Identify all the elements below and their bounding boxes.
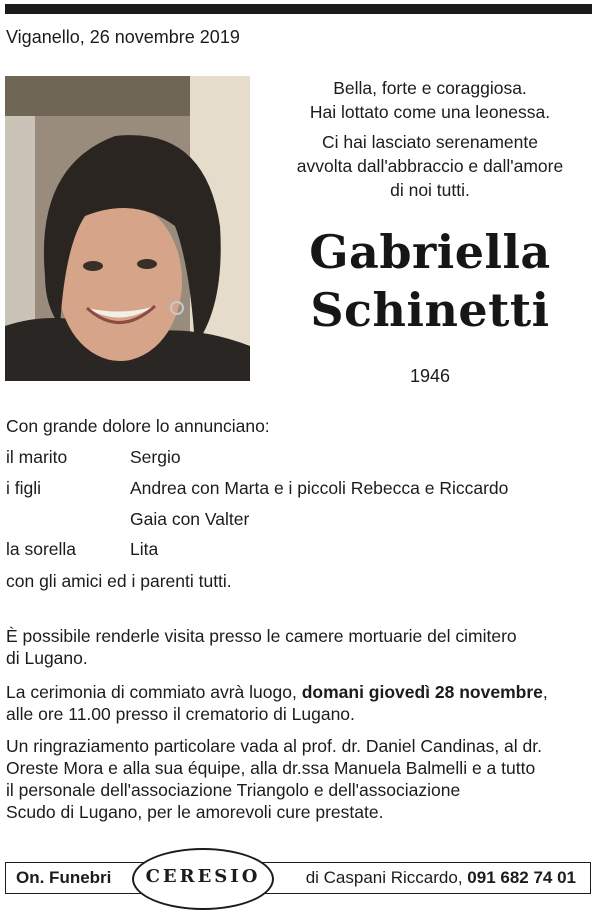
visit-line: È possibile renderle visita presso le camere mortuarie del cimitero xyxy=(6,626,517,646)
ceremony-line: alle ore 11.00 presso il crematorio di Lugano. xyxy=(6,704,355,724)
footer-phone: 091 682 74 01 xyxy=(467,868,576,887)
verse-line: Ci hai lasciato serenamente xyxy=(322,132,538,152)
thanks-line: Scudo di Lugano, per le amorevoli cure prestate. xyxy=(6,802,384,822)
verse-line: Hai lottato come una leonessa. xyxy=(309,102,551,122)
portrait-photo xyxy=(5,76,250,381)
verse-block-1 xyxy=(265,76,595,124)
family-names: Andrea con Marta e i piccoli Rebecca e Riccardo xyxy=(130,478,509,498)
ceresio-logo xyxy=(132,848,274,910)
visit-paragraph xyxy=(6,625,586,669)
birth-year: 1946 xyxy=(409,366,451,386)
thanks-paragraph xyxy=(6,735,586,823)
verse-line: avvolta dall'abbraccio e dall'amore xyxy=(296,156,564,176)
footer-contact xyxy=(306,868,576,888)
family-role: la sorella xyxy=(6,539,77,559)
footer-label: On. Funebri xyxy=(16,868,112,887)
deceased-first-name: Gabriella xyxy=(309,225,551,279)
ceremony-line xyxy=(6,681,586,703)
ceremony-date: domani giovedì 28 novembre xyxy=(301,682,543,702)
verse-line: di noi tutti. xyxy=(390,180,470,200)
thanks-line: Oreste Mora e alla sua équipe, alla dr.ssa Manuela Balmelli e a tutto xyxy=(6,758,536,778)
family-role: i figli xyxy=(6,478,42,498)
family-names: Sergio xyxy=(130,447,181,467)
thanks-line: il personale dell'associazione Triangolo e dell'associazione xyxy=(6,780,461,800)
funeral-home-footer xyxy=(5,862,591,894)
visit-line: di Lugano. xyxy=(6,648,88,668)
date-line: Viganello, 26 novembre 2019 xyxy=(6,27,240,47)
announcement-intro: Con grande dolore lo annunciano: xyxy=(6,416,270,436)
thanks-line: Un ringraziamento particolare vada al prof. dr. Daniel Candinas, al dr. xyxy=(6,736,542,756)
announcement-closing: con gli amici ed i parenti tutti. xyxy=(6,571,232,591)
family-names: Gaia con Valter xyxy=(130,509,250,529)
ceremony-text: La cerimonia di commiato avrà luogo, xyxy=(6,682,302,702)
ceremony-comma: , xyxy=(542,682,548,702)
verse-line: Bella, forte e coraggiosa. xyxy=(333,78,527,98)
family-role: il marito xyxy=(6,447,68,467)
top-border-bar xyxy=(5,4,592,14)
verse-block-2 xyxy=(265,130,595,202)
logo-text: CERESIO xyxy=(145,866,261,887)
deceased-last-name: Schinetti xyxy=(310,283,550,337)
family-names: Lita xyxy=(130,539,159,559)
footer-owner: di Caspani Riccardo, xyxy=(305,868,468,887)
ceremony-paragraph xyxy=(6,681,586,725)
